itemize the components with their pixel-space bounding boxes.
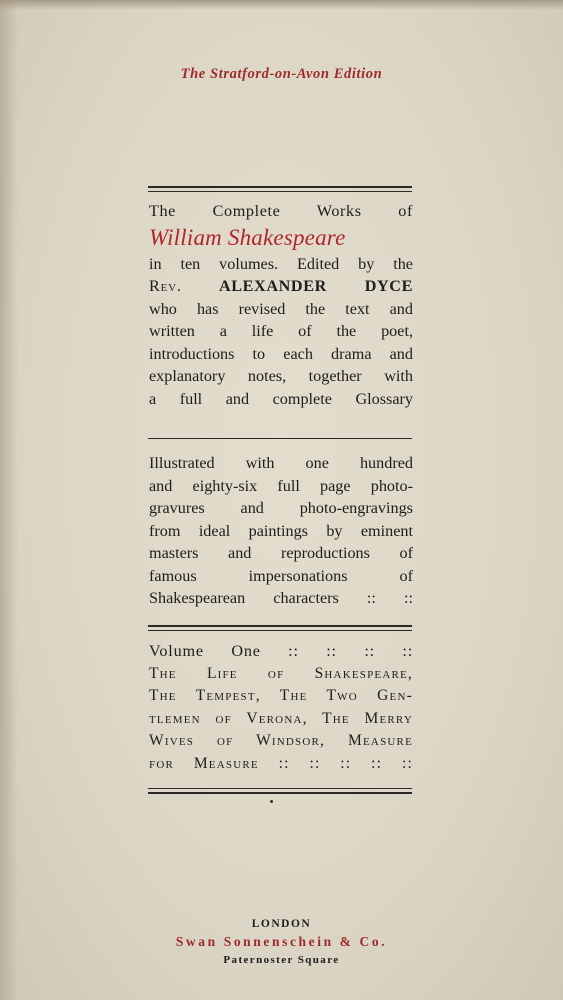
volume-heading: Volume One :: :: :: ::: [149, 642, 413, 660]
volume-contents-line: Wives of Windsor, Measure: [149, 732, 413, 749]
intro-line: who has revised the text and: [149, 299, 413, 318]
middle-rule: [148, 625, 412, 634]
intro-line: introductions to each drama and: [149, 344, 413, 363]
volume-block: [149, 640, 413, 775]
illustrations-line: gravures and photo-engravings: [149, 499, 413, 517]
imprint-publisher: Swan Sonnenschein & Co.: [175, 934, 388, 949]
illustrations-line: famous impersonations of: [149, 566, 413, 585]
ornament-dot: [270, 800, 273, 803]
volume-contents-line: tlemen of Verona, The Merry: [149, 709, 413, 727]
illustrations-line: Shakespearean characters :: ::: [149, 589, 413, 607]
volume-contents-line: for Measure :: :: :: :: ::: [149, 754, 413, 772]
imprint-city: LONDON: [251, 918, 312, 930]
intro-line-1: The Complete Works of: [149, 202, 413, 220]
editor-name: ALEXANDER DYCE: [218, 277, 413, 295]
top-rule: [148, 186, 412, 195]
intro-line-3: in ten volumes. Edited by the: [149, 254, 413, 273]
illustrations-block: [149, 452, 413, 610]
intro-block: [149, 200, 413, 410]
spine-shadow: [0, 0, 18, 1000]
illustrations-line: and eighty-six full page photo-: [149, 476, 413, 495]
illustrations-line: masters and reproductions of: [149, 544, 413, 562]
illustrations-line: from ideal paintings by eminent: [149, 521, 413, 540]
volume-contents-line: The Life of Shakespeare,: [149, 664, 413, 682]
volume-contents-line: The Tempest, The Two Gen-: [149, 687, 413, 704]
editor-prefix: Rev.: [149, 277, 182, 295]
intro-line: a full and complete Glossary: [149, 389, 413, 408]
author-name: William Shakespeare: [149, 224, 346, 250]
edition-title: The Stratford-on-Avon Edition: [180, 66, 383, 82]
imprint-address: Paternoster Square: [223, 954, 340, 966]
top-edge-shadow: [0, 0, 563, 10]
intro-line: explanatory notes, together with: [149, 367, 413, 385]
bottom-rule: [148, 788, 412, 797]
intro-line: written a life of the poet,: [149, 322, 413, 340]
divider-rule: [148, 438, 412, 442]
illustrations-line: Illustrated with one hundred: [149, 454, 413, 472]
editor-line: [149, 275, 413, 298]
